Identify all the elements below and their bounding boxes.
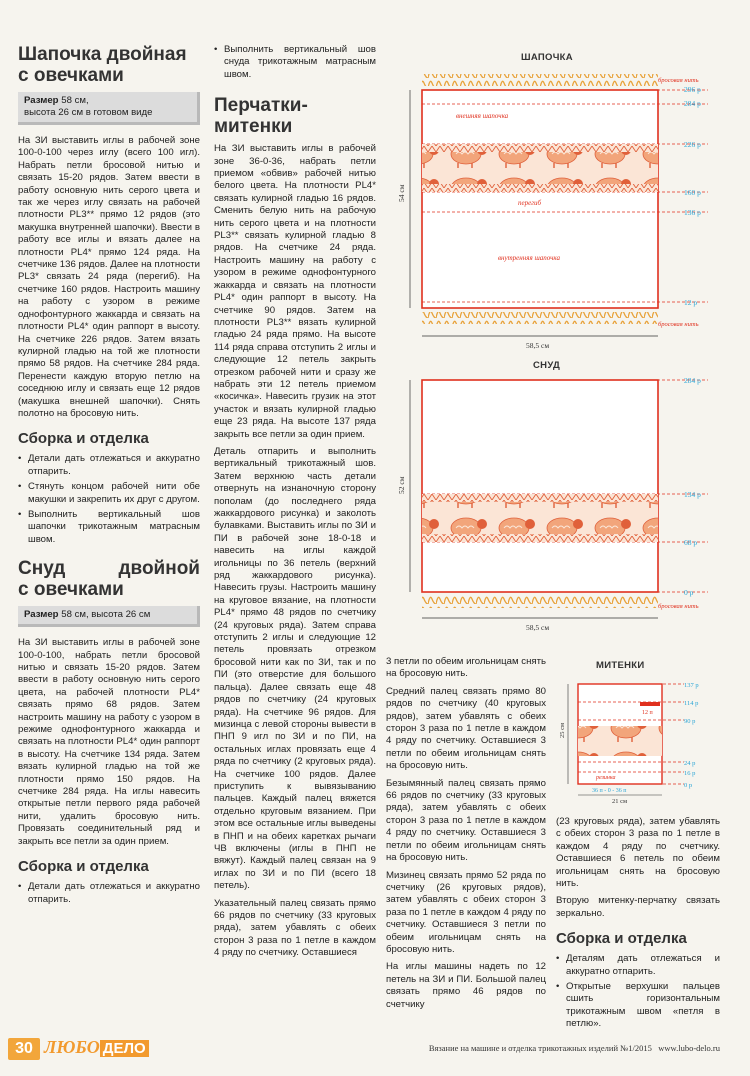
snood-waste-label: бросовая нить — [658, 603, 699, 610]
snood-width-label: 58,5 см — [526, 623, 550, 632]
hat-instructions: На ЗИ выставить иглы в рабочей зоне 100-0-100 через иглу (всего 100 игл). Набрать петли бросовой нитью и связать 15-20 рядов. Затем ввести в работу основную нить серого цвета и так же через иглу связать на рабочей плотности PL3** прямо 12 рядов (это макушка внутренней шапочки). Ввести в работу все иглы и вязать далее на плотности PL4* прямо 124 ряда. На счетчике 136 рядов. Далее на плотности PL3* связать 24 ряда (перегиб). На счетчике 160 рядов. Настроить машину на работу с узором в режиме однофонтурного жаккарда и связать на плотности PL4* один раппорт в высоту. На счетчике 226 рядов. Затем вязать кулирной гладью на той же плотности прямо 58 рядов. На счетчике 284 ряда. Перенести каждую вторую петлю на соседнюю иглу и связать еще 12 рядов (макушка внешней шапочки). Снять полотно на бросовую нить. — [18, 135, 200, 419]
list-item: • Детали дать отлежаться и аккуратно отпарить. — [18, 453, 200, 478]
mitt-needles-label: 36 п - 0 - 36 п — [592, 788, 627, 794]
svg-text:137 р: 137 р — [684, 682, 699, 689]
list-item: • Деталям дать отлежаться и аккуратно отпарить. — [556, 953, 720, 978]
mittens-instructions-1: На ЗИ выставить иглы в рабочей зоне 36-0-36, набрать петли приемом «обвив» рабочей нитью белого цвета. На плотности PL4* связать кулирной гладью 16 рядов. Сменить белую нить на рабочую нить серого цвета и на плотности PL3** связать кулирной гладью 8 рядов. На счетчике 24 ряда. Настроить машину на работу с узором в режиме однофонтурного жаккарда и связать на плотности PL4* один раппорт в высоту. На счетчике 90 рядов. Затем на плотности PL3** вязать кулирной гладью 24 ряда прямо. На высоте 114 ряда справа отступить 2 иглы и следующие 12 петель закрыть отрезком рабочей нити и сразу же набрать эти 12 петель приемом «косичка». Навесить грузик на этот участок и вязать кулирной гладью еще 23 ряда. На высоте 137 ряда закрыть все петли за один прием. — [214, 143, 376, 440]
fingers-text-4: Мизинец связать прямо 52 ряда по счетчику (26 круговых рядов), затем убавлять с обеих сторон 3 раза по 1 петле в каждом 4 ряду по счетчику. Оставшиеся 3 петли по обеим игольницам снять на бросовую нить. — [386, 869, 546, 955]
mittens-instructions-2: Деталь отпарить и выполнить вертикальный трикотажный шов. Затем верхнюю часть детали отвернуть на изнаночную сторону пополам (до последнего ряда жаккардового рисунка) и заколоть булавками. Выставить иглы по ЗИ и ПИ в рабочей зоне 18-0-18 и навесить на иглы каждой игольницы по 36 петель (верхний ряд жаккардового рисунка). Навесить грузы. Настроить машину на круговое вязание, на плотности PL4* прямо 48 рядов по счетчику (24 круговых ряда). Затем справа отступить 2 иглы и следующие 12 петель провязать отрезком бросовой нити как по ЗИ, так и по ПИ (это отверстие для большого пальца). Далее связать еще 48 рядов по счетчику (24 круговых ряда). На счетчике 96 рядов. Для мизинца с левой стороны вывести в ПНП 9 игл по ЗИ и по ПИ, на остальных иглах провязать еще 4 ряда по счетчику (2 круговых ряда). На счетчике 100 рядов. Далее приступить к вывязыванию пальцев. Каждый палец вяжется отдельно круговым вязанием. При этом все остальные иглы выведены в ПНП и на обеих каретках рычаги ЧВ включены (иглы в ПНП не вяжут). Каждый палец связан на 9 иглах по ЗИ и по ПИ (всего 18 петель). — [214, 445, 376, 892]
hat-assembly-title: Сборка и отделка — [18, 430, 149, 448]
svg-text:16 р: 16 р — [684, 770, 696, 777]
column-hat-and-snood — [18, 44, 200, 910]
list-item: • Выполнить вертикальный шов снуда трикотажным матрасным швом. — [214, 44, 376, 81]
snood-size-box: Размер 58 см, высота 26 см — [18, 606, 200, 627]
mirror-text: Вторую митенку-перчатку связать зеркально. — [556, 895, 720, 919]
snood-assembly-list — [18, 881, 200, 906]
waste-yarn-bottom — [422, 312, 658, 324]
thumb-opening — [640, 702, 660, 706]
snood-assembly-title: Сборка и отделка — [18, 858, 149, 876]
fingers-text-3: Безымянный палец связать прямо 66 рядов по счетчику (33 круговых ряда), затем убавлять с обеих сторон 3 раза по 1 петле в каждом 4 ряду по счетчику. Оставшиеся 3 петли по обеим игольницам снять на бросовую нить. — [386, 777, 546, 864]
snood-height-label: 52 см — [397, 476, 406, 494]
hat-diagram — [396, 68, 736, 358]
hat-diagram-title: ШАПОЧКА — [521, 52, 573, 63]
mitt-diagram-title: МИТЕНКИ — [596, 660, 645, 671]
snood-body — [422, 380, 658, 592]
fingers-text-5: На иглы машины надеть по 12 петель на ЗИ и ПИ. Большой палец связать прямо 46 рядов по счетчику — [386, 961, 546, 1010]
column-mittens — [214, 44, 376, 965]
snood-instructions: На ЗИ выставить иглы в рабочей зоне 100-0-100, набрать петли бросовой нитью и связать 15-20 рядов. Затем ввести в работу основную нить серого цвета, на рабочей плотности PL4* связать прямо 68 рядов. Затем настроить машину на работу с узором в режиме однофонтурного жаккарда и связать на плотности PL4* один раппорт в высоту. На счетчике 134 ряда. Затем вязать кулирной гладью на той же плотности прямо 150 рядов. На счетчике 284 ряда. На иглы навесить открытые петли первого ряда рабочей нити, удалить бросовую нить. Провязать соединительный ряд и закрыть все петли за один прием. — [18, 637, 200, 847]
list-item: • Открытые верхушки пальцев сшить горизонтальным трикотажным швом «петля в петлю». — [556, 981, 720, 1031]
mittens-assembly-list — [556, 953, 720, 1030]
svg-text:24 р: 24 р — [684, 760, 696, 767]
outer-hat-label: внешняя шапочка — [456, 112, 509, 120]
pattern-border — [422, 534, 658, 542]
fold-label: перегиб — [518, 199, 541, 207]
snood-title: Снуд двойной с овечками — [18, 558, 200, 601]
list-item: • Стянуть концом рабочей нити обе макушки и закрепить их друг с другом. — [18, 481, 200, 506]
mittens-instructions-3: Указательный палец связать прямо 66 рядов по счетчику (33 круговых ряда), затем убавлять с обеих сторон 3 раза по 1 петле в каждом 4 ряду по счетчику. Оставшиеся — [214, 897, 376, 959]
waste-label-top: бросовая нить — [658, 77, 699, 84]
pattern-border — [422, 494, 658, 502]
fingers-text-1: 3 петли по обеим игольницам снять на бросовую нить. — [386, 656, 546, 680]
svg-text:226 р: 226 р — [684, 140, 701, 149]
pattern-border — [422, 144, 658, 152]
mittens-assembly-title: Сборка и отделка — [556, 930, 687, 948]
svg-text:284 р: 284 р — [684, 99, 701, 108]
footer-info: Вязание на машине и отделка трикотажных изделий №1/2015 www.lubo-delo.ru — [428, 1043, 720, 1053]
svg-text:114 р: 114 р — [684, 700, 699, 707]
svg-text:12 р: 12 р — [684, 298, 698, 307]
waste-label-bottom: бросовая нить — [658, 321, 699, 328]
mitt-row-labels — [684, 682, 699, 789]
magazine-logo: ЛЮБО ДЕЛО — [44, 1037, 149, 1058]
thumb-text: (23 круговых ряда), затем убавлять с обеих сторон 3 раза по 1 петле в каждом 4 ряду по счетчику. Оставшиеся 6 петель по обеим игольницам снять на бросовую нить. — [556, 816, 720, 890]
mitt-diagram — [556, 676, 736, 806]
svg-text:160 р: 160 р — [684, 188, 701, 197]
snood-diagram — [396, 374, 736, 636]
mitt-height-label: 25 см — [559, 722, 566, 738]
svg-text:136 р: 136 р — [684, 208, 701, 217]
hat-size-box: Размер 58 см, высота 26 см в готовом виде — [18, 92, 200, 125]
hat-height-label: 54 см — [397, 184, 406, 202]
hat-assembly-list — [18, 453, 200, 546]
svg-text:90 р: 90 р — [684, 718, 696, 725]
mitt-width-label: 21 см — [612, 798, 628, 805]
inner-hat-label: внутренняя шапочка — [498, 254, 561, 262]
svg-text:296 р: 296 р — [684, 85, 701, 94]
waste-yarn — [422, 596, 658, 608]
thumb-width-label: 12 п — [642, 710, 653, 716]
page-number: 30 — [8, 1038, 40, 1060]
svg-text:0 р: 0 р — [684, 588, 694, 597]
svg-text:0 р: 0 р — [684, 782, 693, 789]
waste-yarn-top — [422, 74, 658, 86]
column-fingers — [386, 656, 546, 1016]
svg-text:284 р: 284 р — [684, 376, 701, 385]
snood-assembly-list-cont — [214, 44, 376, 81]
mittens-title: Перчатки- митенки — [214, 95, 308, 138]
sheep-pattern — [578, 726, 662, 756]
fingers-text-2: Средний палец связать прямо 80 рядов по счетчику (40 круговых рядов), затем убавлять с обеих сторон 3 раза по 1 петле в каждом 4 ряду по счетчику. Оставшиеся 3 петли по обеим игольницам снять на бросовую нить. — [386, 685, 546, 772]
hat-width-label: 58,5 см — [526, 341, 550, 350]
column-thumb — [556, 816, 720, 1035]
sheep-pattern — [422, 152, 658, 184]
cuff-label: резинка — [596, 775, 616, 781]
sheep-pattern — [422, 502, 658, 534]
pattern-border — [422, 184, 658, 192]
hat-title: Шапочка двойная с овечками — [18, 44, 187, 86]
list-item: • Детали дать отлежаться и аккуратно отпарить. — [18, 881, 200, 906]
snood-diagram-title: СНУД — [533, 360, 561, 371]
snood-row-labels — [684, 376, 701, 597]
svg-text:68 р: 68 р — [684, 538, 698, 547]
list-item: • Выполнить вертикальный шов шапочки трикотажным матрасным швом. — [18, 509, 200, 546]
hat-row-labels — [684, 85, 701, 307]
svg-text:134 р: 134 р — [684, 490, 701, 499]
